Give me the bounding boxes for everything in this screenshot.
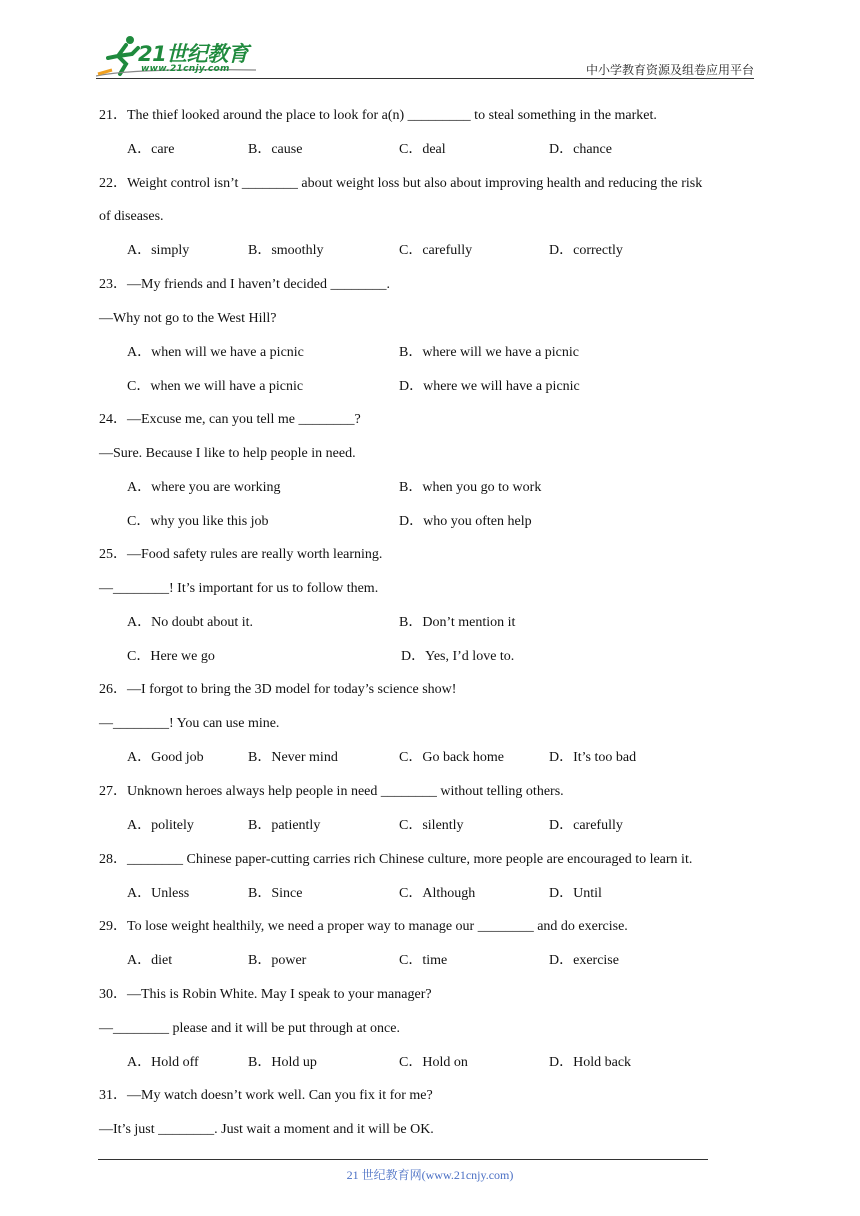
question-26-reply: —________! You can use mine.: [99, 716, 280, 731]
footer-link[interactable]: 21 世纪教育网(www.21cnjy.com): [346, 1168, 514, 1182]
question-22-option-d: D．correctly: [549, 243, 623, 258]
question-23-option-a: A．when will we have a picnic: [127, 345, 304, 360]
question-24-option-a: A．where you are working: [127, 480, 281, 495]
question-26-option-c: C．Go back home: [399, 750, 504, 765]
logo-wordmark: 21世纪教育: [138, 42, 249, 66]
question-22-option-a: A．simply: [127, 243, 190, 258]
question-26-option-d: D．It’s too bad: [549, 750, 637, 765]
question-22-stem: 22．Weight control isn’t ________ about weight loss but also about improving health and reducing the risk: [99, 176, 703, 191]
question-27-stem: 27．Unknown heroes always help people in need ________ without telling others.: [99, 784, 564, 799]
question-25-option-a: A．No doubt about it.: [127, 615, 253, 630]
question-31-stem: 31．—My watch doesn’t work well. Can you fix it for me?: [99, 1088, 433, 1103]
question-23-option-b: B．where will we have a picnic: [399, 345, 579, 360]
question-28-option-d: D．Until: [549, 886, 602, 901]
question-25-option-b: B．Don’t mention it: [399, 615, 516, 630]
question-26-option-a: A．Good job: [127, 750, 204, 765]
logo-url: www.21cnjy.com: [141, 64, 230, 74]
question-25-stem: 25．—Food safety rules are really worth learning.: [99, 547, 383, 562]
question-29-option-b: B．power: [248, 953, 307, 968]
question-28-option-c: C．Although: [399, 886, 476, 901]
question-24-option-c: C．why you like this job: [127, 514, 269, 529]
question-22-option-b: B．smoothly: [248, 243, 324, 258]
question-21-option-c: C．deal: [399, 142, 446, 157]
question-31-reply: —It’s just ________. Just wait a moment and it will be OK.: [99, 1122, 434, 1137]
question-21-stem: 21．The thief looked around the place to look for a(n) _________ to steal something in the market.: [99, 108, 657, 123]
question-24-reply: —Sure. Because I like to help people in need.: [99, 446, 356, 461]
question-29-option-d: D．exercise: [549, 953, 619, 968]
question-30-option-d: D．Hold back: [549, 1055, 632, 1070]
question-25-reply: —________! It’s important for us to follow them.: [99, 581, 379, 596]
question-29-option-c: C．time: [399, 953, 448, 968]
footer-divider: [98, 1159, 708, 1160]
question-22-stem-cont: of diseases.: [99, 209, 164, 224]
question-26-stem: 26．—I forgot to bring the 3D model for today’s science show!: [99, 682, 457, 697]
question-30-option-a: A．Hold off: [127, 1055, 199, 1070]
question-25-option-c: C．Here we go: [127, 649, 215, 664]
question-24-stem: 24．—Excuse me, can you tell me ________?: [99, 412, 361, 427]
question-28-stem: 28．________ Chinese paper-cutting carries rich Chinese culture, more people are encouraged to learn it.: [99, 852, 693, 867]
question-27-option-d: D．carefully: [549, 818, 623, 833]
question-30-option-c: C．Hold on: [399, 1055, 468, 1070]
question-30-stem: 30．—This is Robin White. May I speak to your manager?: [99, 987, 432, 1002]
question-22-option-c: C．carefully: [399, 243, 473, 258]
question-23-stem: 23．—My friends and I haven’t decided ________.: [99, 277, 390, 292]
header-platform-name: 中小学教育资源及组卷应用平台: [585, 63, 754, 77]
question-27-option-b: B．patiently: [248, 818, 321, 833]
question-24-option-d: D．who you often help: [399, 514, 532, 529]
question-29-stem: 29．To lose weight healthily, we need a proper way to manage our ________ and do exercise.: [99, 919, 628, 934]
question-21-option-d: D．chance: [549, 142, 612, 157]
question-23-option-c: C．when we will have a picnic: [127, 379, 304, 394]
question-30-reply: —________ please and it will be put through at once.: [99, 1021, 400, 1036]
question-26-option-b: B．Never mind: [248, 750, 338, 765]
header-divider: [96, 78, 754, 79]
question-23-option-d: D．where we will have a picnic: [399, 379, 580, 394]
question-27-option-c: C．silently: [399, 818, 464, 833]
question-25-option-d: D．Yes, I’d love to.: [401, 649, 515, 664]
question-28-option-a: A．Unless: [127, 886, 190, 901]
question-23-reply: —Why not go to the West Hill?: [99, 311, 277, 326]
question-30-option-b: B．Hold up: [248, 1055, 317, 1070]
question-21-option-b: B．cause: [248, 142, 303, 157]
question-24-option-b: B．when you go to work: [399, 480, 542, 495]
question-21-option-a: A．care: [127, 142, 175, 157]
question-28-option-b: B．Since: [248, 886, 303, 901]
question-27-option-a: A．politely: [127, 818, 194, 833]
question-29-option-a: A．diet: [127, 953, 173, 968]
